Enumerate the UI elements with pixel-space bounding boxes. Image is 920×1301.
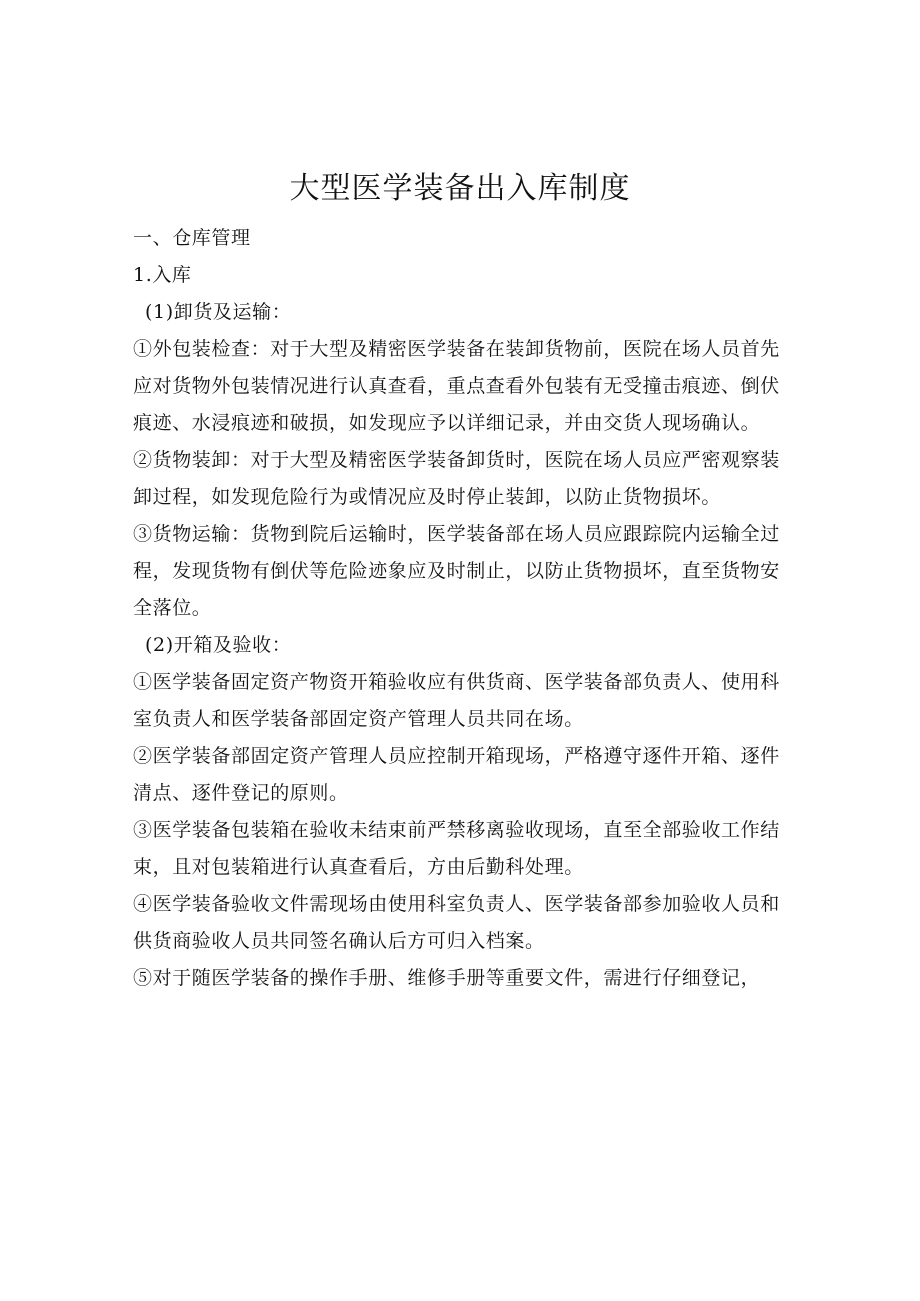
paragraph: ③医学装备包装箱在验收未结束前严禁移离验收现场，直至全部验收工作结束，且对包装箱进行认真查看后，方由后勤科处理。 (133, 819, 780, 878)
paragraph: ①医学装备固定资产物资开箱验收应有供货商、医学装备部负责人、使用科室负责人和医学装备部固定资产管理人员共同在场。 (133, 671, 780, 730)
subsection-item-heading: (1)卸货及运输： (145, 301, 292, 323)
subsection-heading: 1.入库 (133, 264, 192, 286)
paragraph: ②货物装卸：对于大型及精密医学装备卸货时，医院在场人员应严密观察装卸过程，如发现危险行为或情况应及时停止装卸，以防止货物损坏。 (133, 449, 780, 508)
paragraph: ②医学装备部固定资产管理人员应控制开箱现场，严格遵守逐件开箱、逐件清点、逐件登记的原则。 (133, 745, 780, 804)
document-body (133, 220, 781, 997)
paragraph: ④医学装备验收文件需现场由使用科室负责人、医学装备部参加验收人员和供货商验收人员共同签名确认后方可归入档案。 (133, 893, 780, 952)
document-title: 大型医学装备出入库制度 (289, 171, 631, 206)
paragraph: ⑤对于随医学装备的操作手册、维修手册等重要文件，需进行仔细登记， (133, 967, 761, 989)
paragraph: ③货物运输：货物到院后运输时，医学装备部在场人员应跟踪院内运输全过程，发现货物有倒伏等危险迹象应及时制止，以防止货物损坏，直至货物安全落位。 (133, 523, 780, 619)
paragraph: ①外包装检查：对于大型及精密医学装备在装卸货物前，医院在场人员首先应对货物外包装情况进行认真查看，重点查看外包装有无受撞击痕迹、倒伏痕迹、水浸痕迹和破损，如发现应予以详细记录，并由交货人现场确认。 (133, 338, 780, 434)
section-heading: 一、仓库管理 (133, 227, 251, 249)
subsection-item-heading: (2)开箱及验收： (145, 634, 292, 656)
